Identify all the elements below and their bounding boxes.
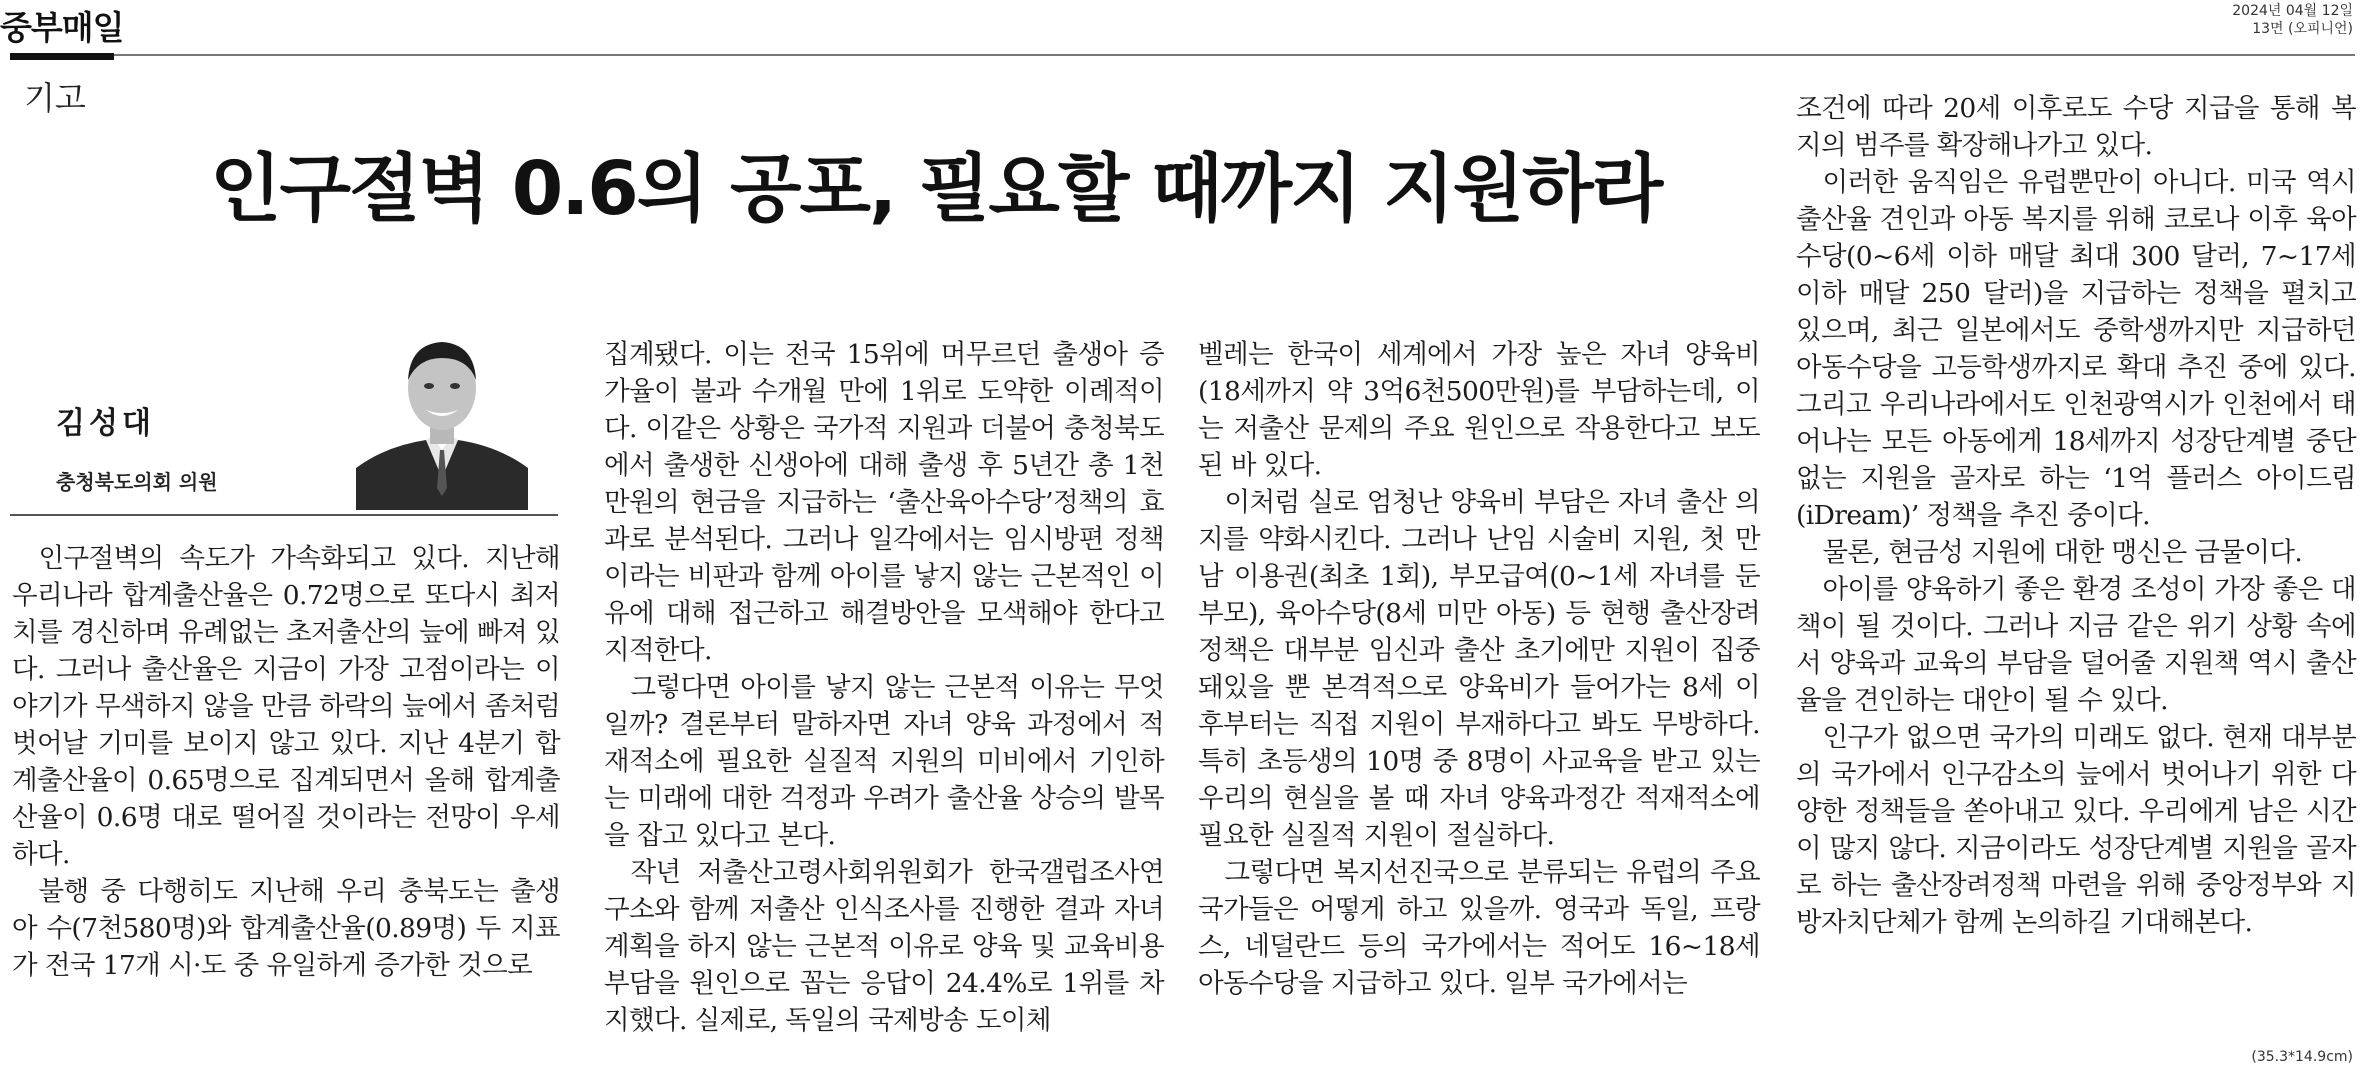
page-number: 13면 (오피니언) (2252, 21, 2353, 37)
article-column-1 (12, 540, 560, 984)
paragraph: 불행 중 다행히도 지난해 우리 충북도는 출생아 수(7천580명)와 합계출산율(0.89명) 두 지표가 전국 17개 시·도 중 유일하게 증가한 것으로 (12, 876, 560, 981)
article-column-4 (1796, 90, 2356, 941)
paragraph: 작년 저출산고령사회위원회가 한국갤럽조사연구소와 함께 저출산 인식조사를 진행한 결과 자녀계획을 하지 않는 근본적 이유로 양육 및 교육비용 부담을 원인으로 꼽는 응답이 24.4%로 1위를 차지했다. 실제로, 독일의 국제방송 도이체 (604, 857, 1164, 1036)
author-name: 김성대 (56, 406, 155, 441)
paragraph: 그렇다면 아이를 낳지 않는 근본적 이유는 무엇일까? 결론부터 말하자면 자녀 양육 과정에서 적재적소에 필요한 실질적 지원의 미비에서 기인하는 미래에 대한 걱정과 우려가 출산율 상승의 발목을 잡고 있다고 본다. (604, 672, 1164, 851)
paragraph: 벨레는 한국이 세계에서 가장 높은 자녀 양육비(18세까지 약 3억6천500만원)를 부담하는데, 이는 저출산 문제의 주요 원인으로 작용한다고 보도된 바 있다. (1198, 339, 1760, 481)
issue-meta (2232, 2, 2353, 38)
paragraph: 이처럼 실로 엄청난 양육비 부담은 자녀 출산 의지를 약화시킨다. 그러나 난임 시술비 지원, 첫 만남 이용권(최초 1회), 부모급여(0~1세 자녀를 둔 부모), 육아수당(8세 미만 아동) 등 현행 출산장려정책은 대부분 임신과 출산 초기에만 지원이 집중돼있을 뿐 본격적으로 양육비가 들어가는 8세 이후부터는 직접 지원이 부재하다고 봐도 무방하다. 특히 초등생의 10명 중 8명이 사교육을 받고 있는 우리의 현실을 볼 때 자녀 양육과정간 적재적소에 필요한 실질적 지원이 절실하다. (1198, 487, 1760, 851)
author-photo (356, 318, 528, 510)
masthead-accent-rule (10, 53, 114, 60)
section-label: 기고 (24, 79, 86, 117)
paragraph: 이러한 움직임은 유럽뿐만이 아니다. 미국 역시 출산율 견인과 아동 복지를 위해 코로나 이후 육아수당(0~6세 이하 매달 최대 300 달러, 7~17세 이하 매달 250 달러)을 지급하는 정책을 펼치고 있으며, 최근 일본에서도 중학생까지만 지급하던 아동수당을 고등학생까지로 확대 추진 중에 있다. 그리고 우리나라에서도 인천광역시가 인천에서 태어나는 모든 아동에게 18세까지 성장단계별 중단 없는 지원을 골자로 하는 ‘1억 플러스 아이드림(iDream)’ 정책을 추진 중이다. (1796, 167, 2356, 531)
paragraph: 아이를 양육하기 좋은 환경 조성이 가장 좋은 대책이 될 것이다. 그러나 지금 같은 위기 상황 속에서 양육과 교육의 부담을 덜어줄 지원책 역시 출산율을 견인하는 대안이 될 수 있다. (1796, 574, 2356, 716)
article-column-2 (604, 336, 1164, 1039)
issue-date: 2024년 04월 12일 (2232, 3, 2353, 19)
masthead (0, 0, 2365, 60)
headline: 인구절벽 0.6의 공포, 필요할 때까지 지원하라 (210, 146, 1662, 232)
paragraph: 물론, 현금성 지원에 대한 맹신은 금물이다. (1822, 537, 2303, 568)
author-divider (10, 514, 558, 516)
size-note: (35.3*14.9cm) (2251, 1049, 2353, 1065)
author-box (10, 318, 558, 516)
author-role: 충청북도의회 의원 (56, 470, 218, 494)
article-column-3 (1198, 336, 1760, 1002)
paragraph: 인구절벽의 속도가 가속화되고 있다. 지난해 우리나라 합계출산율은 0.72명으로 또다시 최저치를 경신하며 유례없는 초저출산의 늪에 빠져 있다. 그러나 출산율은 지금이 가장 고점이라는 이야기가 무색하지 않을 만큼 하락의 늪에서 좀처럼 벗어날 기미를 보이지 않고 있다. 지난 4분기 합계출산율이 0.65명으로 집계되면서 올해 합계출산율이 0.6명 대로 떨어질 것이라는 전망이 우세하다. (12, 543, 560, 870)
paragraph: 인구가 없으면 국가의 미래도 없다. 현재 대부분의 국가에서 인구감소의 늪에서 벗어나기 위한 다양한 정책들을 쏟아내고 있다. 우리에게 남은 시간이 많지 않다. 지금이라도 성장단계별 지원을 골자로 하는 출산장려정책 마련을 위해 중앙정부와 지방자치단체가 함께 논의하길 기대해본다. (1796, 722, 2356, 938)
masthead-rule (10, 54, 2355, 56)
paragraph: 그렇다면 복지선진국으로 분류되는 유럽의 주요 국가들은 어떻게 하고 있을까. 영국과 독일, 프랑스, 네덜란드 등의 국가에서는 적어도 16~18세 아동수당을 지급하고 있다. 일부 국가에서는 (1198, 857, 1760, 999)
newspaper-logo: 중부매일 (0, 8, 124, 47)
paragraph: 조건에 따라 20세 이후로도 수당 지급을 통해 복지의 범주를 확장해나가고 있다. (1796, 93, 2356, 161)
paragraph: 집계됐다. 이는 전국 15위에 머무르던 출생아 증가율이 불과 수개월 만에 1위로 도약한 이례적이다. 이같은 상황은 국가적 지원과 더불어 충청북도에서 출생한 신생아에 대해 출생 후 5년간 총 1천만원의 현금을 지급하는 ‘출산육아수당’정책의 효과로 분석된다. 그러나 일각에서는 임시방편 정책이라는 비판과 함께 아이를 낳지 않는 근본적인 이유에 대해 접근하고 해결방안을 모색해야 한다고 지적한다. (604, 339, 1164, 666)
